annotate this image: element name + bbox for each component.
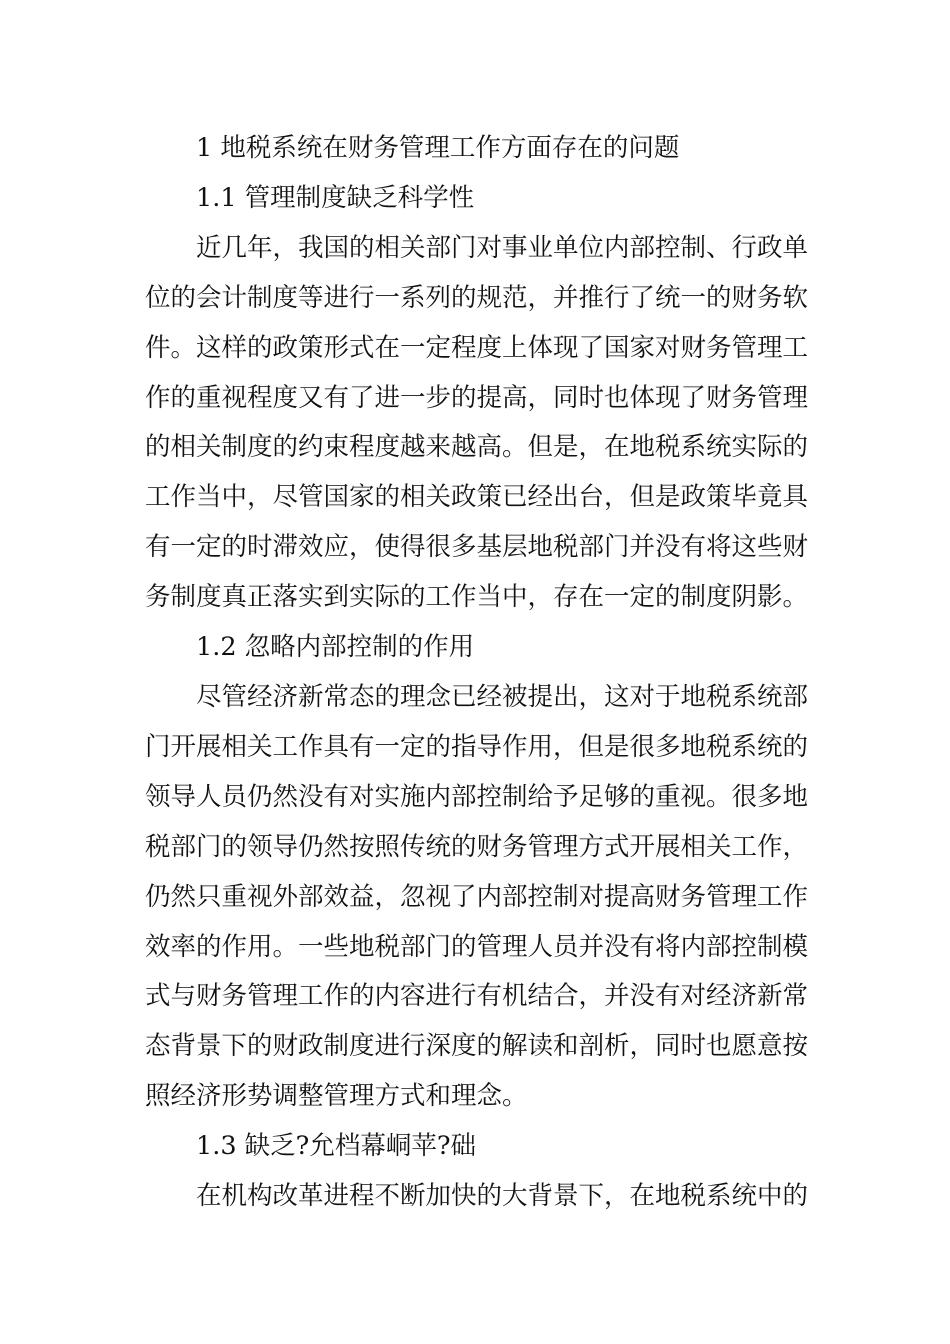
- paragraph-line: 的相关制度的约束程度越来越高。但是，在地税系统实际的: [145, 432, 809, 463]
- paragraph-line: 务制度真正落实到实际的工作当中，存在一定的制度阴影。: [145, 582, 809, 613]
- paragraph-line: 效率的作用。一些地税部门的管理人员并没有将内部控制模: [145, 931, 809, 962]
- paragraph-line: 位的会计制度等进行一系列的规范，并推行了统一的财务软: [145, 282, 809, 313]
- paragraph-line: 税部门的领导仍然按照传统的财务管理方式开展相关工作，: [145, 831, 809, 862]
- paragraph-line: 工作当中，尽管国家的相关政策已经出台，但是政策毕竟具: [145, 482, 809, 513]
- paragraph-line: 式与财务管理工作的内容进行有机结合，并没有对经济新常: [145, 981, 809, 1012]
- subsection-heading-1-3: 1.3 缺乏?允档幕峒苹?础: [196, 1131, 477, 1162]
- paragraph-line: 领导人员仍然没有对实施内部控制给予足够的重视。很多地: [145, 781, 809, 812]
- paragraph-line: 门开展相关工作具有一定的指导作用，但是很多地税系统的: [145, 731, 809, 762]
- paragraph-line: 在机构改革进程不断加快的大背景下，在地税系统中的: [196, 1181, 809, 1212]
- paragraph-line: 态背景下的财政制度进行深度的解读和剖析，同时也愿意按: [145, 1031, 809, 1062]
- paragraph-1: [145, 224, 810, 623]
- section-heading-1: 1 地税系统在财务管理工作方面存在的问题: [196, 133, 680, 163]
- paragraph-line: 近几年，我国的相关部门对事业单位内部控制、行政单: [196, 232, 809, 263]
- paragraph-line: 有一定的时滞效应，使得很多基层地税部门并没有将这些财: [145, 532, 809, 563]
- paragraph-line: 尽管经济新常态的理念已经被提出，这对于地税系统部: [196, 681, 809, 712]
- paragraph-line: 作的重视程度又有了进一步的提高，同时也体现了财务管理: [145, 382, 809, 413]
- paragraph-3: [145, 1172, 810, 1222]
- paragraph-line: 件。这样的政策形式在一定程度上体现了国家对财务管理工: [145, 332, 809, 363]
- paragraph-line: 仍然只重视外部效益，忽视了内部控制对提高财务管理工作: [145, 881, 809, 912]
- subsection-heading-1-1: 1.1 管理制度缺乏科学性: [196, 182, 475, 213]
- paragraph-line: 照经济形势调整管理方式和理念。: [145, 1081, 528, 1112]
- paragraph-2: [145, 673, 810, 1122]
- subsection-heading-1-2: 1.2 忽略内部控制的作用: [196, 632, 475, 663]
- document-page: [145, 124, 810, 1222]
